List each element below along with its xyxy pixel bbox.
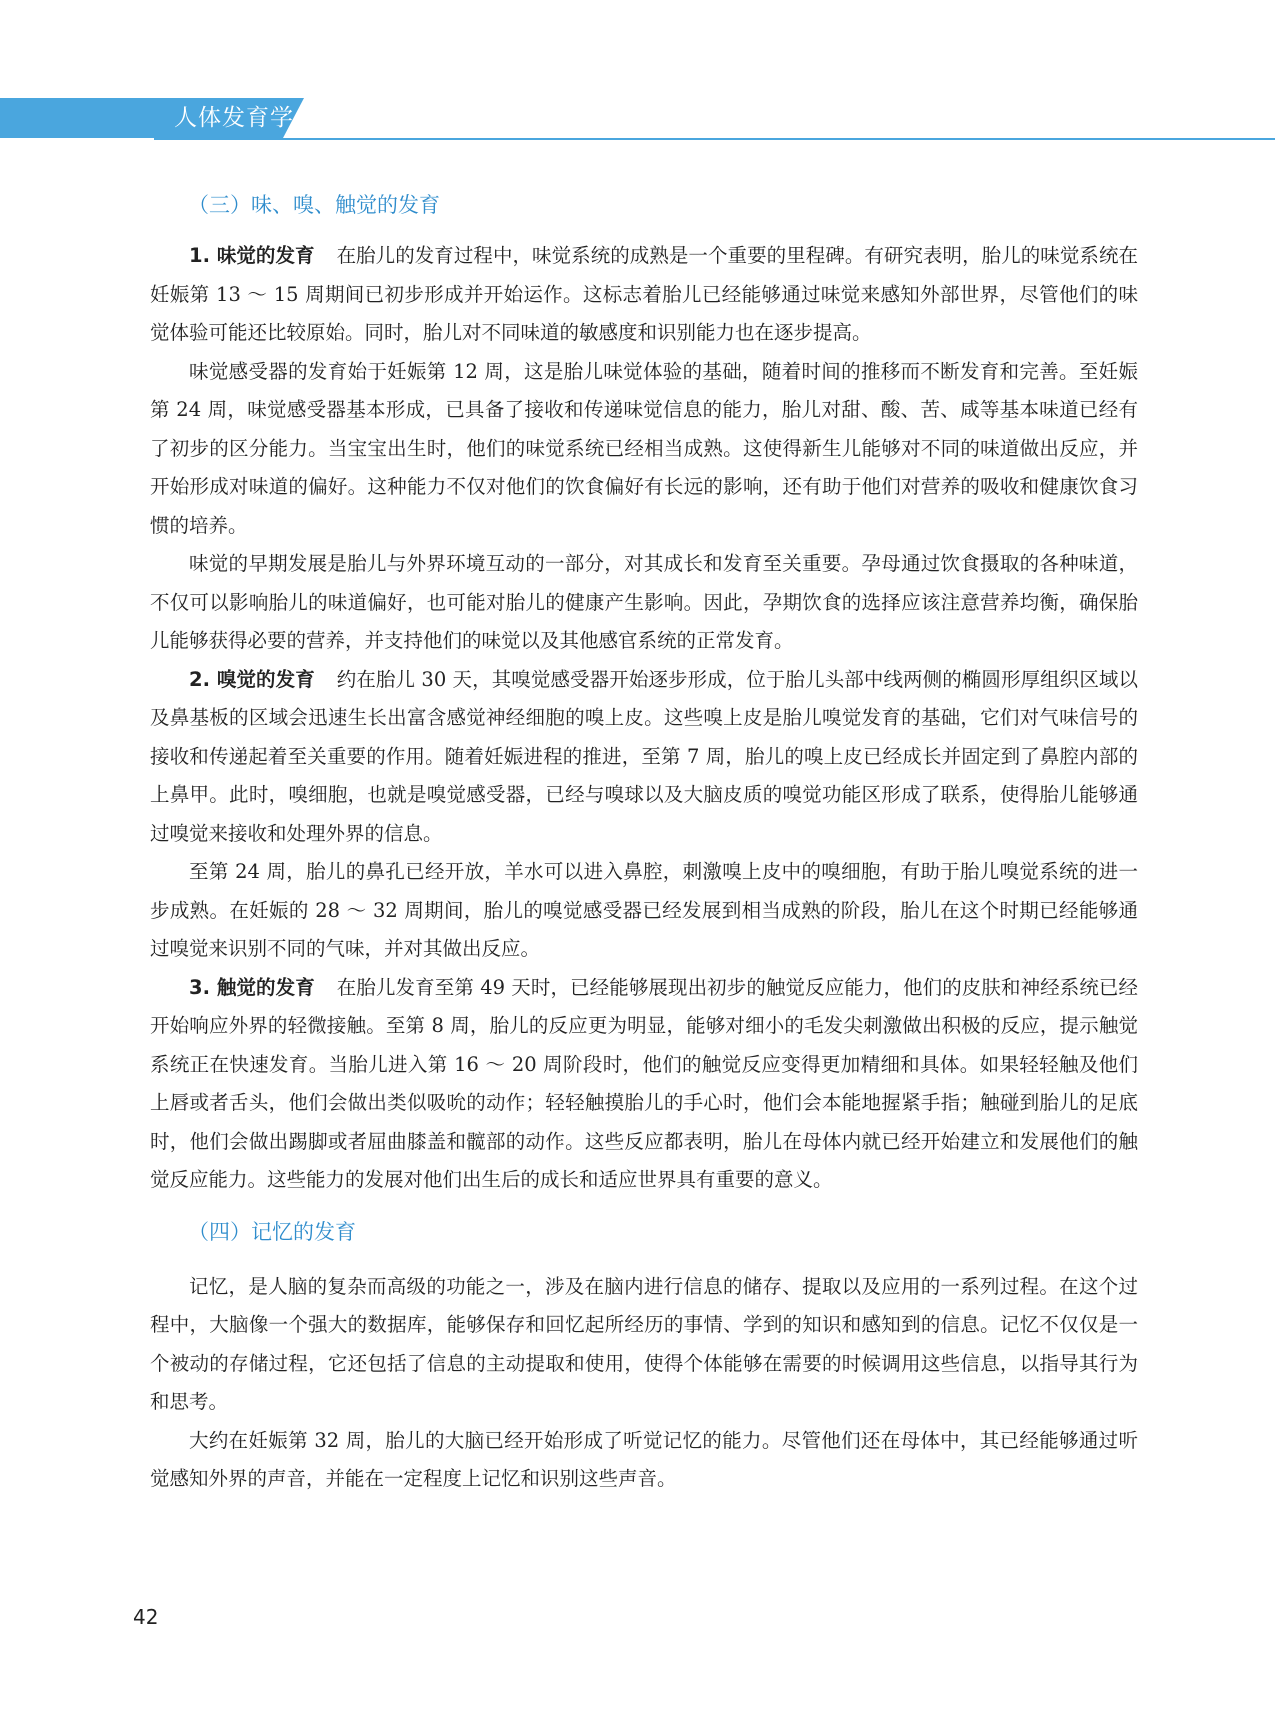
paragraph-smell-1-text: 约在胎儿 30 天，其嗅觉感受器开始逐步形成，位于胎儿头部中线两侧的椭圆形厚组织区域以及鼻基板的区域会迅速生长出富含感觉神经细胞的嗅上皮。这些嗅上皮是胎儿嗅觉发育的基础，它们对气味信号的接收和传递起着至关重要的作用。随着妊娠进程的推进，至第 7 周，胎儿的嗅上皮已经成长并固定到了鼻腔内部的上鼻甲。此时，嗅细胞，也就是嗅觉感受器，已经与嗅球以及大脑皮质的嗅觉功能区形成了联系，使得胎儿能够通过嗅觉来接收和处理外界的信息。 — [150, 667, 1138, 845]
header-rule — [154, 138, 1275, 140]
paragraph-touch-1 — [150, 969, 1138, 1200]
paragraph-touch-1-text: 在胎儿发育至第 49 天时，已经能够展现出初步的触觉反应能力，他们的皮肤和神经系统已经开始响应外界的轻微接触。至第 8 周，胎儿的反应更为明显，能够对细小的毛发尖刺激做出积极的反应，提示触觉系统正在快速发育。当胎儿进入第 16 ～ 20 周阶段时，他们的触觉反应变得更加精细和具体。如果轻轻触及他们上唇或者舌头，他们会做出类似吸吮的动作；轻轻触摸胎儿的手心时，他们会本能地握紧手指；触碰到胎儿的足底时，他们会做出踢脚或者屈曲膝盖和髋部的动作。这些反应都表明，胎儿在母体内就已经开始建立和发展他们的触觉反应能力。这些能力的发展对他们出生后的成长和适应世界具有重要的意义。 — [150, 975, 1138, 1191]
paragraph-taste-3: 味觉的早期发展是胎儿与外界环境互动的一部分，对其成长和发育至关重要。孕母通过饮食摄取的各种味道，不仅可以影响胎儿的味道偏好，也可能对胎儿的健康产生影响。因此，孕期饮食的选择应该注意营养均衡，确保胎儿能够获得必要的营养，并支持他们的味觉以及其他感官系统的正常发育。 — [150, 552, 1138, 652]
paragraph-smell-2: 至第 24 周，胎儿的鼻孔已经开放，羊水可以进入鼻腔，刺激嗅上皮中的嗅细胞，有助于胎儿嗅觉系统的进一步成熟。在妊娠的 28 ～ 32 周期间，胎儿的嗅觉感受器已经发展到相当成熟的阶段，胎儿在这个时期已经能够通过嗅觉来识别不同的气味，并对其做出反应。 — [150, 860, 1138, 960]
paragraph-memory-2: 大约在妊娠第 32 周，胎儿的大脑已经开始形成了听觉记忆的能力。尽管他们还在母体中，其已经能够通过听觉感知外界的声音，并能在一定程度上记忆和识别这些声音。 — [150, 1428, 1138, 1490]
page-number: 42 — [133, 1605, 159, 1629]
section-heading-memory: （四）记忆的发育 — [188, 1219, 356, 1244]
book-title: 人体发育学 — [174, 105, 294, 131]
paragraph-taste-1 — [150, 237, 1138, 353]
paragraph-taste-1-text: 在胎儿的发育过程中，味觉系统的成熟是一个重要的里程碑。有研究表明，胎儿的味觉系统在妊娠第 13 ～ 15 周期间已初步形成并开始运作。这标志着胎儿已经能够通过味觉来感知外部世界，尽管他们的味觉体验可能还比较原始。同时，胎儿对不同味道的敏感度和识别能力也在逐步提高。 — [150, 244, 1138, 344]
page-content — [150, 185, 1138, 1499]
paragraph-memory-1: 记忆，是人脑的复杂而高级的功能之一，涉及在脑内进行信息的储存、提取以及应用的一系列过程。在这个过程中，大脑像一个强大的数据库，能够保存和回忆起所经历的事情、学到的知识和感知到的信息。记忆不仅仅是一个被动的存储过程，它还包括了信息的主动提取和使用，使得个体能够在需要的时候调用这些信息，以指导其行为和思考。 — [150, 1274, 1138, 1413]
section-heading-taste-smell-touch: （三）味、嗅、触觉的发育 — [188, 193, 440, 217]
subheading-smell: 2. 嗅觉的发育 — [189, 667, 315, 691]
subheading-touch: 3. 触觉的发育 — [189, 975, 315, 999]
paragraph-smell-1 — [150, 661, 1138, 854]
paragraph-taste-2: 味觉感受器的发育始于妊娠第 12 周，这是胎儿味觉体验的基础，随着时间的推移而不断发育和完善。至妊娠第 24 周，味觉感受器基本形成，已具备了接收和传递味觉信息的能力，胎儿对甜、酸、苦、咸等基本味道已经有了初步的区分能力。当宝宝出生时，他们的味觉系统已经相当成熟。这使得新生儿能够对不同的味道做出反应，并开始形成对味道的偏好。这种能力不仅对他们的饮食偏好有长远的影响，还有助于他们对营养的吸收和健康饮食习惯的培养。 — [150, 359, 1138, 537]
header-band — [0, 98, 158, 138]
subheading-taste: 1. 味觉的发育 — [189, 244, 315, 267]
